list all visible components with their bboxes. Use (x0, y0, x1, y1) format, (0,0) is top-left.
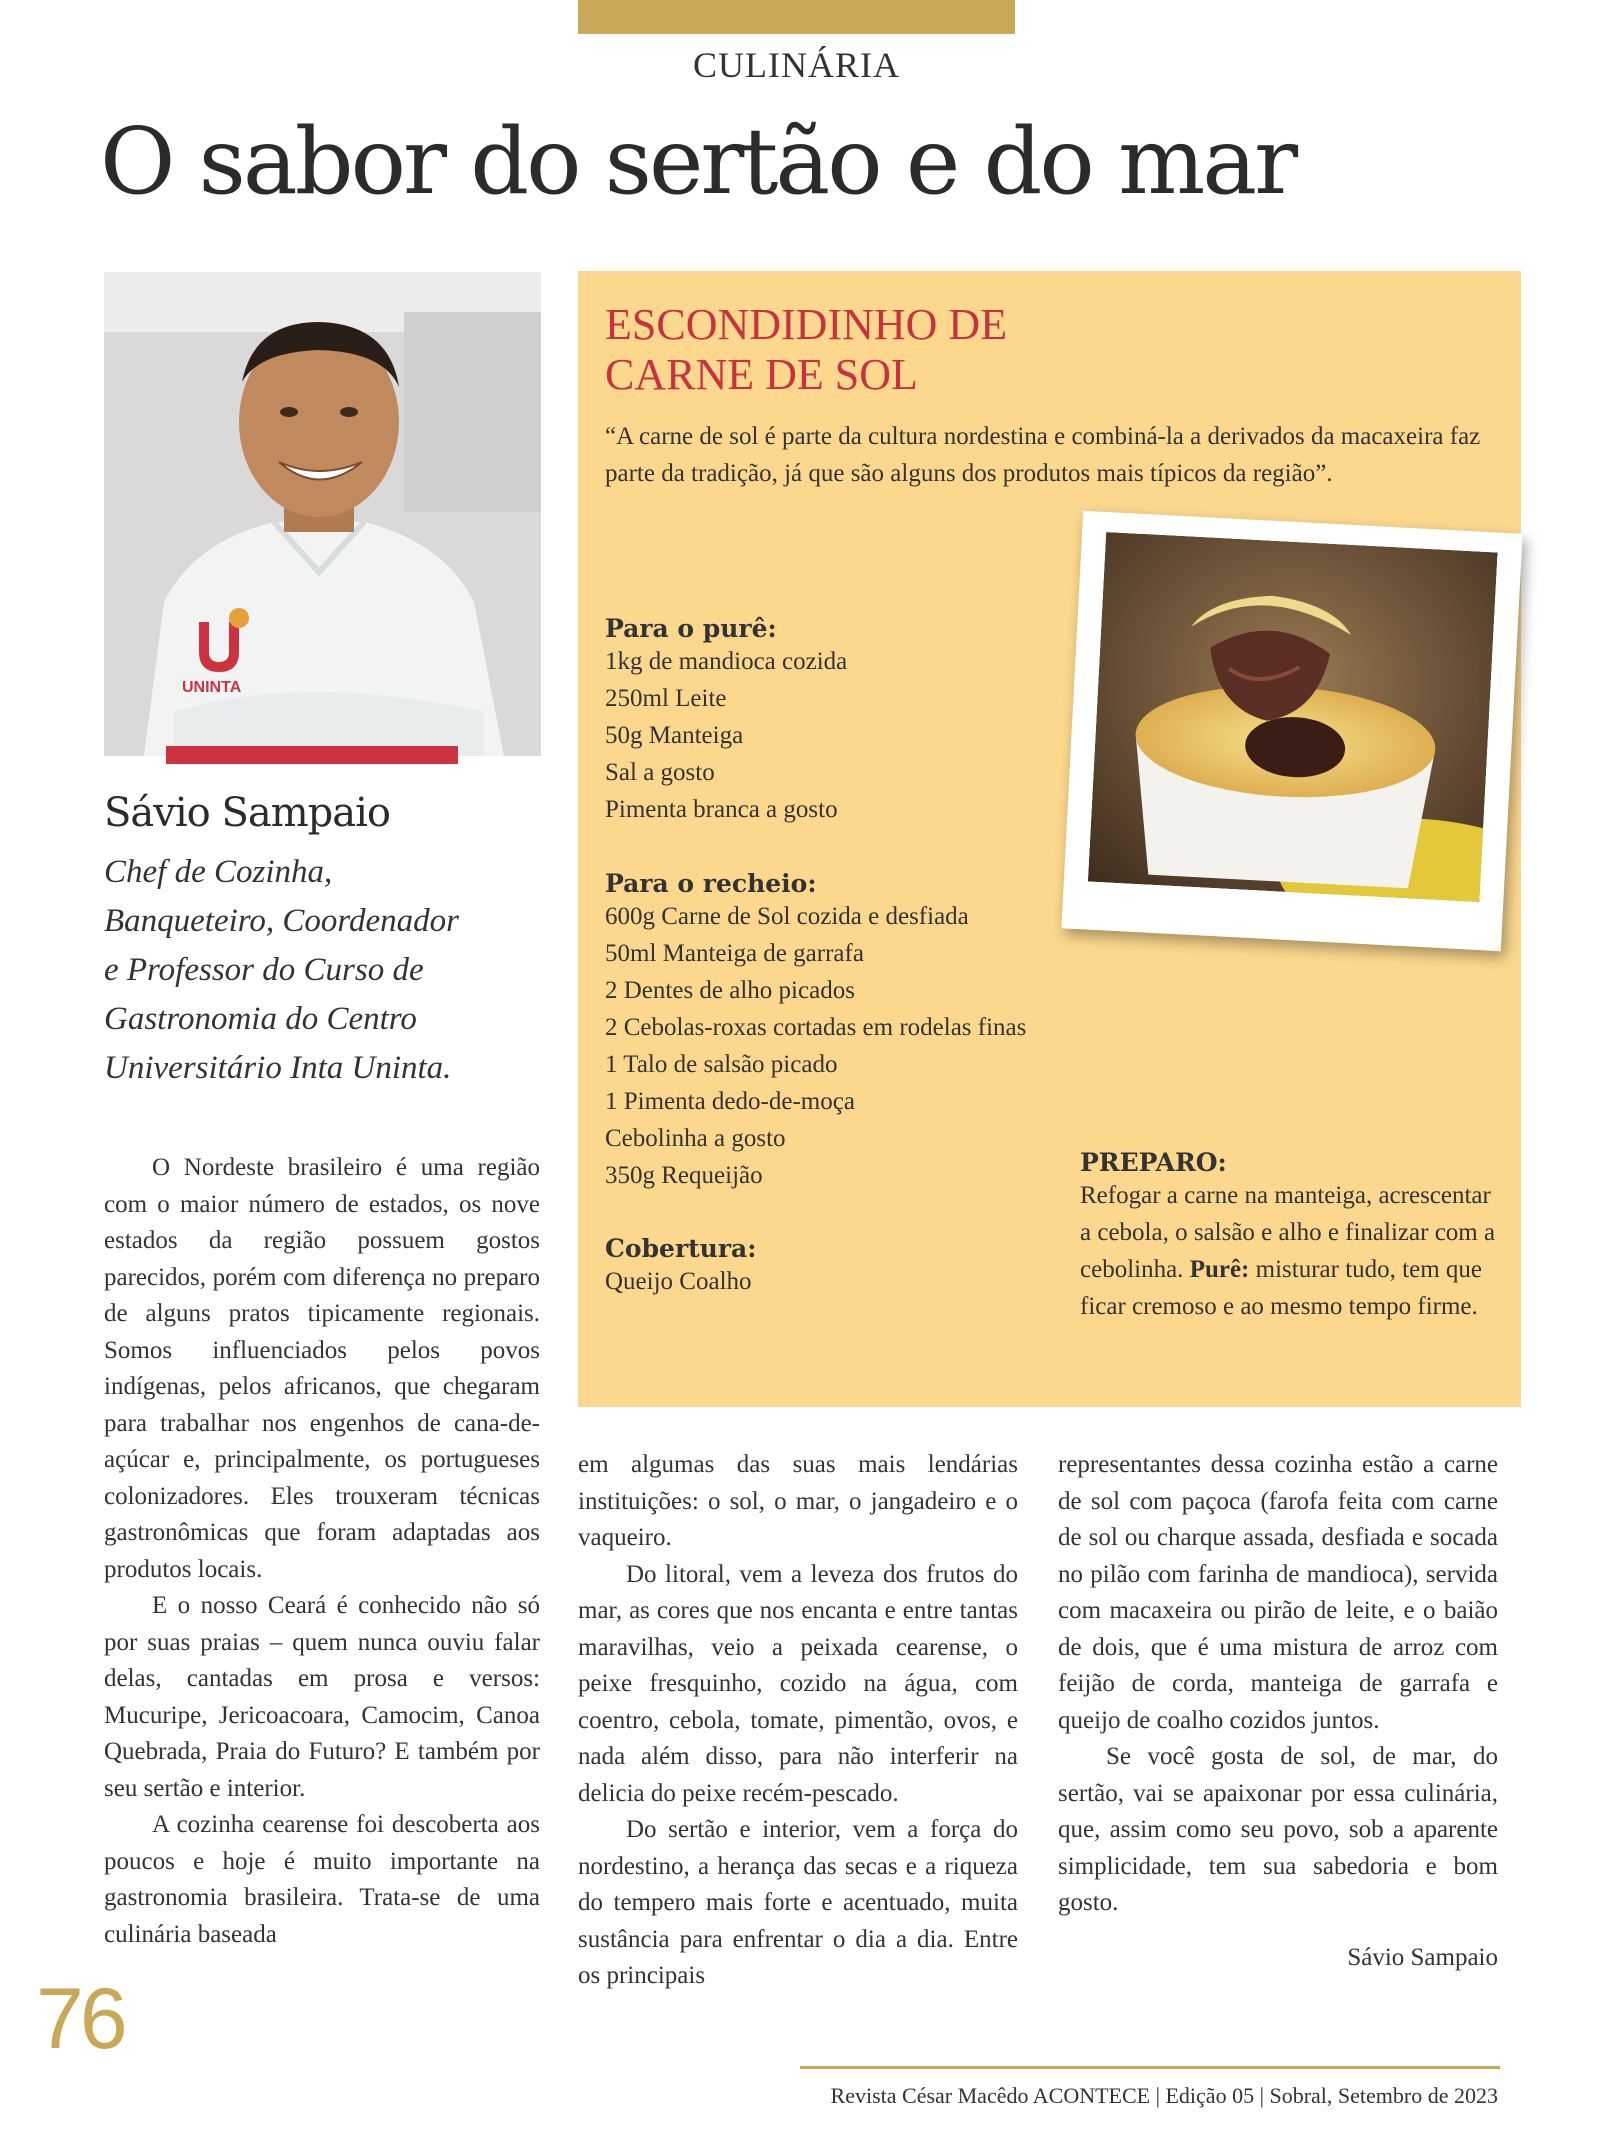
preparo-text-b: misturar tudo, tem que ficar cremoso e ao mesmo tempo firme. (1080, 1256, 1482, 1320)
article-column-2 (578, 1447, 1018, 1995)
recheio-ingredients (605, 869, 1165, 1194)
recipe-title-line: CARNE DE SOL (605, 350, 918, 399)
recipe-quote: “A carne de sol é parte da cultura nordestina e combiná-la a derivados da macaxeira faz parte da tradição, já que são alguns dos produtos mais típicos da região”. (605, 423, 1481, 487)
section-label: CULINÁRIA (693, 45, 900, 85)
photo-red-bar (166, 746, 458, 764)
page-number: 76 (36, 1971, 124, 2067)
header-accent-bar (578, 0, 1015, 34)
ingredient-item: 350g Requeijão (605, 1162, 763, 1189)
uniform-logo-text: UNINTA (182, 679, 242, 696)
ingredient-item: 2 Dentes de alho picados (605, 977, 855, 1004)
ingredient-item: 250ml Leite (605, 685, 727, 712)
author-role-line: Universitário Inta Uninta. (104, 1050, 452, 1086)
ingredient-item: 1 Pimenta dedo-de-moça (605, 1088, 855, 1115)
recheio-heading: Para o recheio: (605, 869, 817, 898)
cobertura-ingredients (605, 1234, 1005, 1300)
footer-text: Revista César Macêdo ACONTECE | Edição 05 | Sobral, Setembro de 2023 (830, 2083, 1498, 2108)
preparo-text-a: Refogar a carne na manteiga, acrescentar a cebola, o salsão e alho e finalizar com a cebolinha. (1080, 1182, 1496, 1283)
article-signature: Sávio Sampaio (1347, 1944, 1498, 1971)
cobertura-heading: Cobertura: (605, 1234, 757, 1263)
ingredient-item: Pimenta branca a gosto (605, 796, 838, 823)
article-paragraph: em algumas das suas mais lendárias instituições: o sol, o mar, o jangadeiro e o vaqueiro. (578, 1451, 1018, 1551)
article-paragraph: O Nordeste brasileiro é uma região com o maior número de estados, os nove estados da região possuem gostos parecidos, porém com diferença no preparo de alguns pratos tipicamente regionais. Somos influenciados pelos povos indígenas, pelos africanos, que chegaram para trabalhar nos engenhos de cana-de-açúcar e, principalmente, os portugueses colonizadores. Eles trouxeram técnicas gastronômicas que foram adaptadas aos produtos locais. (104, 1154, 540, 1583)
article-paragraph: E o nosso Ceará é conhecido não só por suas praias – quem nunca ouviu falar delas, cantadas em prosa e versos: Mucuripe, Jericoacoara, Camocim, Canoa Quebrada, Praia do Futuro? E também por seu sertão e interior. (104, 1592, 540, 1802)
author-name: Sávio Sampaio (104, 790, 390, 836)
pure-heading: Para o purê: (605, 614, 777, 643)
recipe-title (605, 300, 1125, 400)
ingredient-item: 50ml Manteiga de garrafa (605, 940, 864, 967)
ingredient-item: Cebolinha a gosto (605, 1125, 786, 1152)
article-column-1 (104, 1150, 540, 1953)
article-column-3 (1058, 1447, 1498, 1922)
dish-photo (1088, 532, 1498, 902)
article-paragraph: A cozinha cearense foi descoberta aos poucos e hoje é muito importante na gastronomia brasileira. Trata-se de uma culinária baseada (104, 1811, 540, 1948)
article-paragraph: Se você gosta de sol, de mar, do sertão, vai se apaixonar por essa culinária, que, assim como seu povo, sob a aparente simplicidade, tem sua sabedoria e bom gosto. (1058, 1743, 1498, 1916)
ingredient-item: 2 Cebolas-roxas cortadas em rodelas finas (605, 1014, 1027, 1041)
preparo-pure-label: Purê: (1189, 1256, 1250, 1283)
footer-rule (800, 2066, 1500, 2069)
preparo-heading: PREPARO: (1080, 1148, 1227, 1177)
chef-photo (104, 272, 541, 756)
article-paragraph: Do litoral, vem a leveza dos frutos do mar, as cores que nos encanta e entre tantas maravilhas, veio a peixada cearense, o peixe fresquinho, cozido na água, com coentro, cebola, tomate, pimentão, ovos, e nada além disso, para não interferir na delicia do peixe recém-pescado. (578, 1560, 1018, 1807)
author-role-line: e Professor do Curso de (104, 952, 424, 988)
article-paragraph: Do sertão e interior, vem a força do nordestino, a herança das secas e a riqueza do tempero mais forte e acentuado, muita sustância para enfrentar o dia a dia. Entre os principais (578, 1816, 1018, 1989)
author-role-line: Banqueteiro, Coordenador (104, 903, 460, 939)
preparo-section (1080, 1148, 1500, 1325)
article-paragraph: representantes dessa cozinha estão a carne de sol com paçoca (farofa feita com carne de sol ou charque assada, desfiada e socada no pilão com farinha de mandioca), servida com macaxeira ou pirão de leite, e o baião de dois, que é uma mistura de arroz com feijão de corda, manteiga de garrafa e queijo de coalho cozidos juntos. (1058, 1451, 1498, 1734)
ingredient-item: 1 Talo de salsão picado (605, 1051, 838, 1078)
author-role-line: Gastronomia do Centro (104, 1001, 417, 1037)
preparo-text (1080, 1177, 1500, 1325)
pure-ingredients (605, 614, 1105, 828)
ingredient-item: 600g Carne de Sol cozida e desfiada (605, 903, 969, 930)
recipe-title-line: ESCONDIDINHO DE (605, 300, 1008, 349)
ingredient-item: 50g Manteiga (605, 722, 744, 749)
ingredient-item: Queijo Coalho (605, 1268, 752, 1295)
page-title: O sabor do sertão e do mar (100, 108, 1296, 215)
ingredient-item: 1kg de mandioca cozida (605, 648, 848, 675)
ingredient-item: Sal a gosto (605, 759, 715, 786)
author-role-line: Chef de Cozinha, (104, 854, 333, 890)
author-role (104, 848, 554, 1093)
